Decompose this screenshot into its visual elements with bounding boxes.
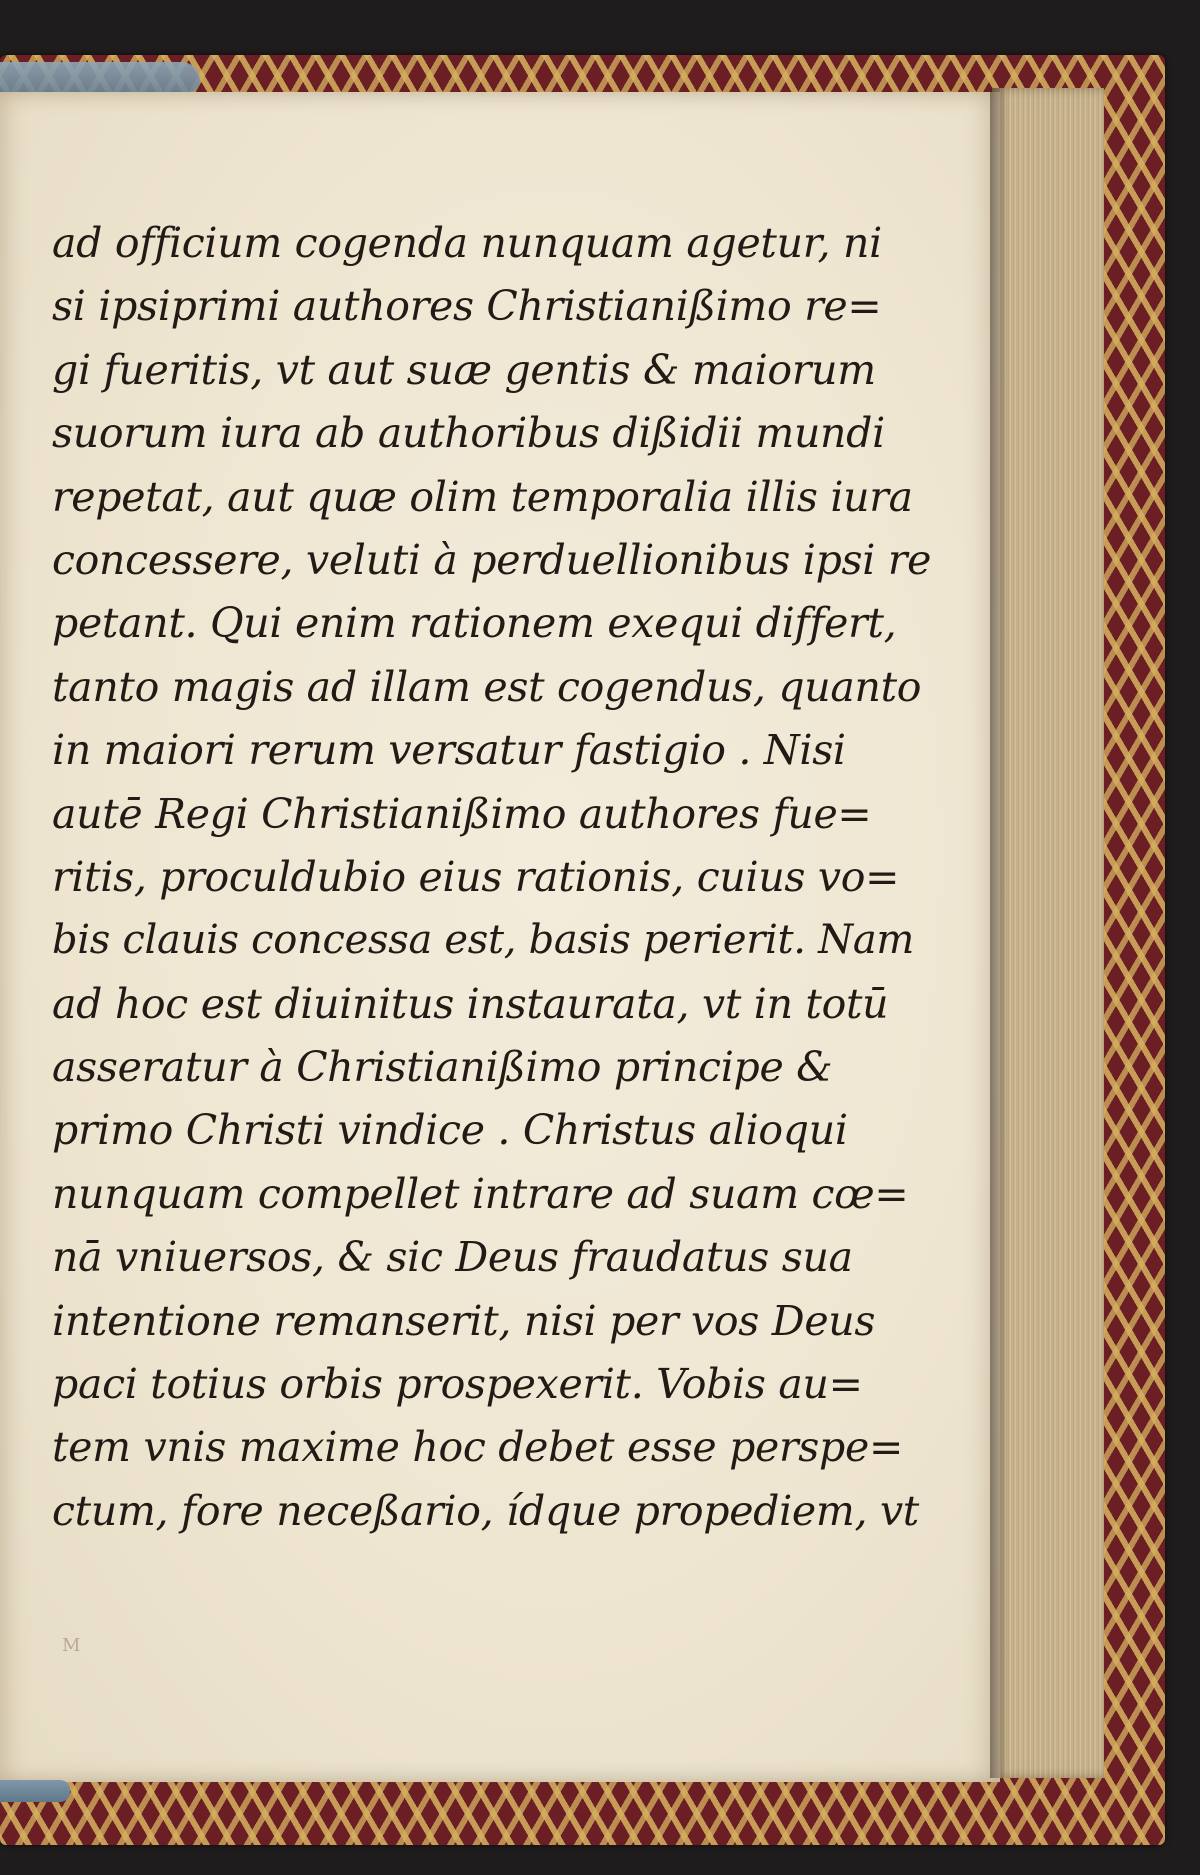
text-line: si ipsiprimi authores Christianißimo re= bbox=[52, 282, 882, 331]
text-line: autē Regi Christianißimo authores fue= bbox=[52, 789, 872, 838]
text-line: paci totius orbis prospexerit. Vobis au= bbox=[52, 1360, 863, 1409]
text-line: nā vniuersos, & sic Deus fraudatus sua bbox=[52, 1233, 853, 1282]
text-line: intentione remanserit, nisi per vos Deus bbox=[52, 1296, 876, 1345]
text-line: bis clauis concessa est, basis perierit. Nam bbox=[52, 917, 914, 964]
gutter-shadow bbox=[990, 88, 1008, 1778]
text-line: ad hoc est diuinitus instaurata, vt in totū bbox=[52, 979, 889, 1028]
ribbon-top bbox=[0, 62, 200, 92]
page-fore-edge bbox=[992, 88, 1104, 1778]
text-line: tanto magis ad illam est cogendus, quanto bbox=[52, 662, 922, 711]
text-line: repetat, aut quæ olim temporalia illis iura bbox=[52, 472, 913, 521]
text-line: nunquam compellet intrare ad suam cœ= bbox=[52, 1169, 909, 1218]
text-line: suorum iura ab authoribus dißidii mundi bbox=[52, 409, 885, 458]
text-line: primo Christi vindice . Christus alioqui bbox=[52, 1106, 848, 1155]
ribbon-bottom bbox=[0, 1780, 70, 1802]
text-line: in maiori rerum versatur fastigio . Nisi bbox=[52, 726, 846, 775]
text-line: ctum, fore neceßario, ídque propediem, vt bbox=[52, 1486, 919, 1535]
text-line: petant. Qui enim rationem exequi differt, bbox=[52, 599, 897, 648]
text-line: concessere, veluti à perduellionibus ipsi re bbox=[52, 535, 932, 584]
text-line: asseratur à Christianißimo principe & bbox=[52, 1043, 833, 1092]
text-line: gi fueritis, vt aut suæ gentis & maiorum bbox=[52, 345, 876, 394]
text-line: ad officium cogenda nunquam agetur, ni bbox=[52, 219, 882, 267]
text-line: tem vnis maxime hoc debet esse perspe= bbox=[52, 1423, 904, 1472]
page-text bbox=[52, 212, 932, 1543]
text-line: ritis, proculdubio eius rationis, cuius vo= bbox=[52, 852, 900, 901]
faint-page-mark: M bbox=[62, 1635, 81, 1656]
